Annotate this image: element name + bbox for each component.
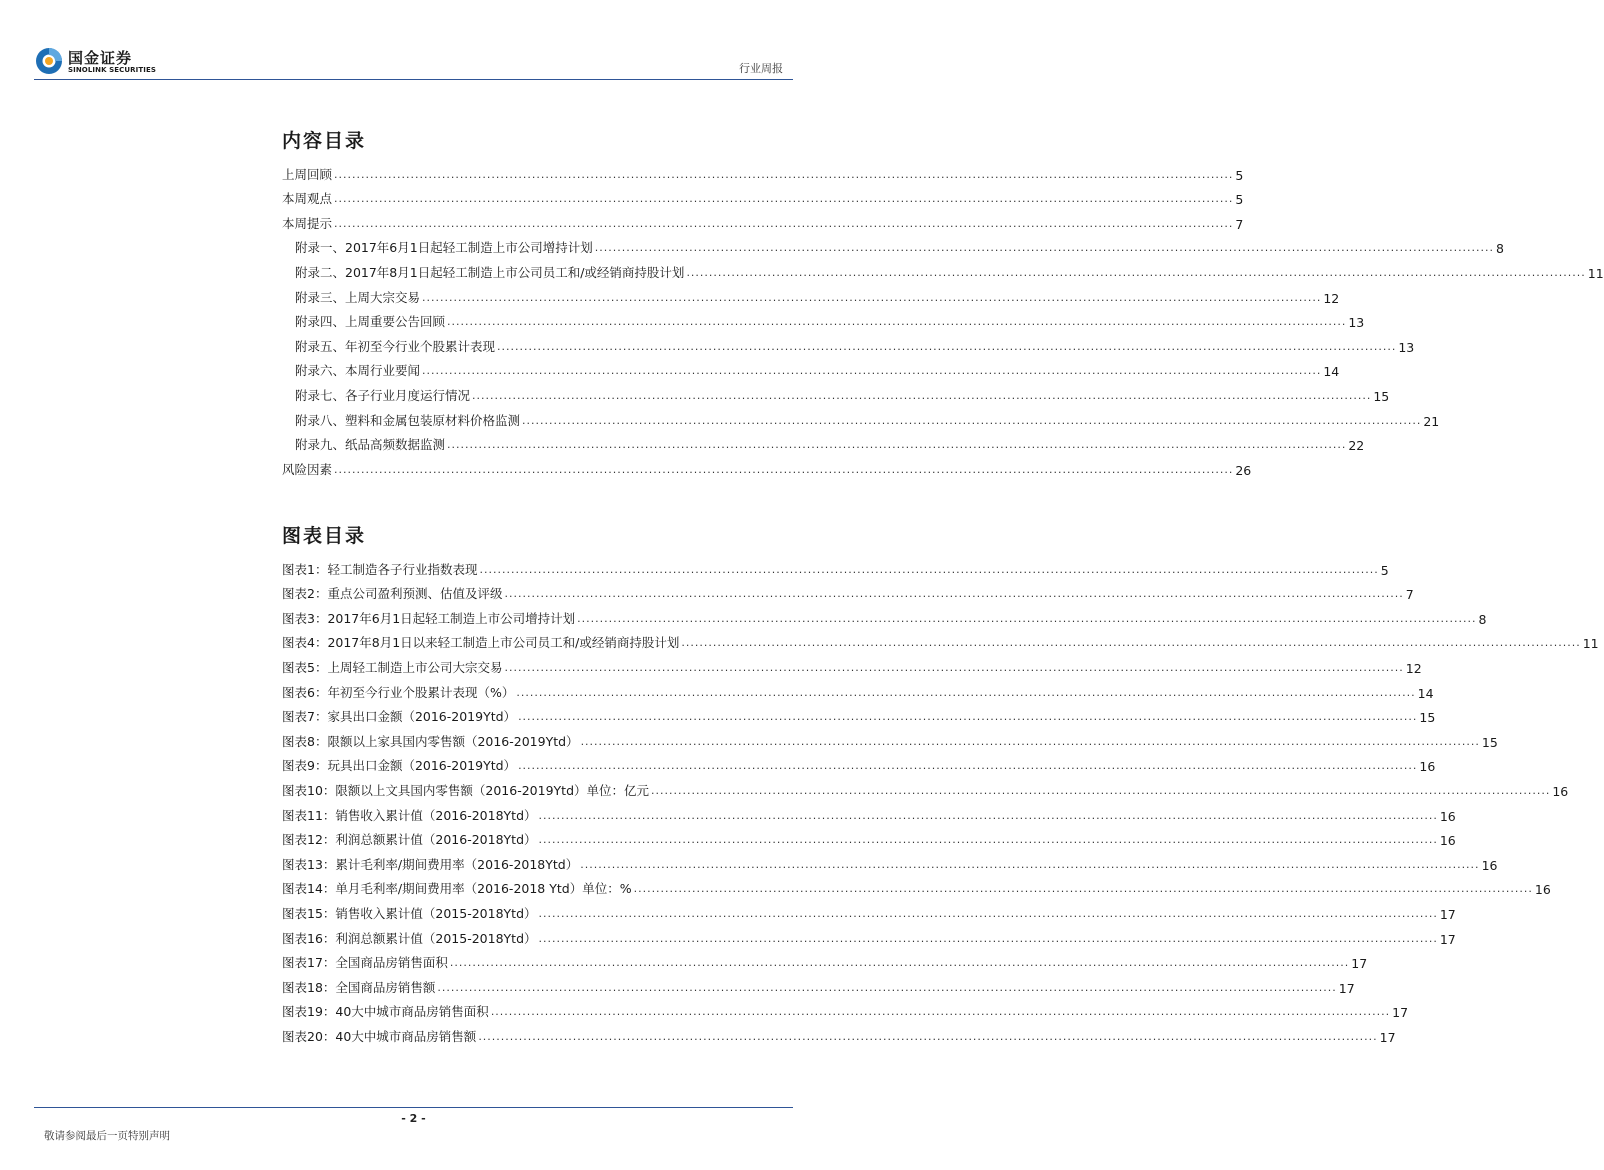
- entry-page-number: 17: [1439, 906, 1456, 922]
- dot-leader: ........................................................................................................................................................................................................: [686, 265, 1586, 279]
- entry-page-number: 16: [1534, 882, 1551, 898]
- dot-leader: ........................................................................................................................................................................................................: [449, 956, 1350, 970]
- entry-label: 图表14：单月毛利率/期间费用率（2016-2018 Ytd）单位：%: [282, 881, 632, 897]
- dot-leader: ........................................................................................................................................................................................................: [334, 462, 1234, 476]
- figure-entry[interactable]: [282, 676, 1434, 701]
- entry-page-number: 16: [1481, 857, 1498, 873]
- entry-page-number: 14: [1417, 685, 1434, 701]
- dot-leader: ........................................................................................................................................................................................................: [538, 931, 1438, 945]
- dot-leader: ........................................................................................................................................................................................................: [651, 783, 1551, 797]
- toc-entry[interactable]: [282, 232, 1504, 257]
- dot-leader: ........................................................................................................................................................................................................: [497, 339, 1397, 353]
- figure-entry[interactable]: [282, 774, 1569, 799]
- page-header: [0, 0, 827, 80]
- dot-leader: ........................................................................................................................................................................................................: [594, 241, 1495, 255]
- figure-entry[interactable]: [282, 750, 1436, 775]
- entry-page-number: 22: [1348, 438, 1365, 454]
- entry-label: 附录三、上周大宗交易: [295, 289, 421, 305]
- entry-label: 附录六、本周行业要闻: [295, 363, 421, 379]
- logo-chinese-name: 国金证券: [68, 49, 133, 67]
- entry-page-number: 14: [1323, 364, 1340, 380]
- figure-entry[interactable]: [282, 651, 1422, 676]
- entry-label: 图表13：累计毛利率/期间费用率（2016-2018Ytd）: [282, 856, 579, 872]
- report-type: 行业周报: [739, 62, 783, 75]
- entry-page-number: 15: [1373, 388, 1390, 404]
- entry-page-number: 8: [1478, 611, 1487, 627]
- dot-leader: ........................................................................................................................................................................................................: [681, 636, 1581, 650]
- dot-leader: ........................................................................................................................................................................................................: [580, 857, 1480, 871]
- entry-page-number: 12: [1405, 660, 1422, 676]
- entry-label: 图表4：2017年8月1日以来轻工制造上市公司员工和/或经销商持股计划: [282, 635, 680, 651]
- entry-page-number: 11: [1587, 265, 1604, 281]
- dot-leader: ........................................................................................................................................................................................................: [522, 413, 1422, 427]
- figures-title: 图表目录: [282, 525, 367, 547]
- dot-leader: ........................................................................................................................................................................................................: [504, 660, 1404, 674]
- figures-list: [282, 553, 1599, 1045]
- dot-leader: ........................................................................................................................................................................................................: [422, 364, 1322, 378]
- dot-leader: ........................................................................................................................................................................................................: [447, 438, 1347, 452]
- dot-leader: ........................................................................................................................................................................................................: [518, 710, 1418, 724]
- entry-label: 图表3：2017年6月1日起轻工制造上市公司增持计划: [282, 610, 576, 626]
- entry-page-number: 17: [1338, 980, 1355, 996]
- toc-entry[interactable]: [282, 355, 1340, 380]
- entry-label: 图表9：玩具出口金额（2016-2019Ytd）: [282, 758, 517, 774]
- dot-leader: ........................................................................................................................................................................................................: [538, 906, 1438, 920]
- figure-entry[interactable]: [282, 602, 1487, 627]
- entry-label: 附录二、2017年8月1日起轻工制造上市公司员工和/或经销商持股计划: [295, 264, 685, 280]
- dot-leader: ........................................................................................................................................................................................................: [447, 315, 1347, 329]
- disclaimer: 敬请参阅最后一页特别声明: [44, 1130, 170, 1142]
- figure-entry[interactable]: [282, 799, 1456, 824]
- toc-entry[interactable]: [282, 281, 1340, 306]
- figure-entry[interactable]: [282, 824, 1456, 849]
- entry-page-number: 15: [1419, 710, 1436, 726]
- dot-leader: ........................................................................................................................................................................................................: [334, 216, 1234, 230]
- entry-label: 图表10：限额以上文具国内零售额（2016-2019Ytd）单位：亿元: [282, 782, 650, 798]
- figure-entry[interactable]: [282, 553, 1389, 578]
- dot-leader: ........................................................................................................................................................................................................: [479, 562, 1379, 576]
- dot-leader: ........................................................................................................................................................................................................: [538, 808, 1438, 822]
- figure-entry[interactable]: [282, 971, 1355, 996]
- toc-entry[interactable]: [282, 256, 1604, 281]
- entry-page-number: 17: [1351, 956, 1368, 972]
- entry-label: 图表8：限额以上家具国内零售额（2016-2019Ytd）: [282, 733, 579, 749]
- toc-entry[interactable]: [282, 207, 1244, 232]
- toc-entry[interactable]: [282, 330, 1415, 355]
- entry-page-number: 16: [1552, 783, 1569, 799]
- entry-page-number: 17: [1392, 1005, 1409, 1021]
- figure-entry[interactable]: [282, 873, 1551, 898]
- header-divider: [34, 79, 793, 80]
- figure-entry[interactable]: [282, 578, 1414, 603]
- toc-entry[interactable]: [282, 429, 1365, 454]
- toc-entry[interactable]: [282, 379, 1390, 404]
- dot-leader: ........................................................................................................................................................................................................: [490, 1005, 1391, 1019]
- sinolink-logo-icon: [34, 46, 64, 76]
- entry-page-number: 13: [1348, 315, 1365, 331]
- figures-section: [282, 519, 1599, 1045]
- entry-page-number: 21: [1423, 413, 1440, 429]
- entry-page-number: 7: [1405, 587, 1414, 603]
- figure-entry[interactable]: [282, 1020, 1396, 1045]
- dot-leader: ........................................................................................................................................................................................................: [334, 167, 1234, 181]
- entry-label: 图表1：轻工制造各子行业指数表现: [282, 561, 478, 577]
- entry-label: 图表6：年初至今行业个股累计表现（%）: [282, 684, 515, 700]
- entry-page-number: 17: [1379, 1029, 1396, 1045]
- entry-page-number: 16: [1439, 833, 1456, 849]
- entry-page-number: 12: [1323, 290, 1340, 306]
- entry-page-number: 11: [1582, 636, 1599, 652]
- contents-list: [282, 158, 1604, 478]
- figure-entry[interactable]: [282, 996, 1409, 1021]
- toc-entry[interactable]: [282, 404, 1440, 429]
- entry-page-number: 5: [1235, 167, 1244, 183]
- entry-page-number: 15: [1481, 734, 1498, 750]
- dot-leader: ........................................................................................................................................................................................................: [437, 980, 1337, 994]
- entry-label: 图表19：40大中城市商品房销售面积: [282, 1004, 489, 1020]
- dot-leader: ........................................................................................................................................................................................................: [516, 685, 1416, 699]
- dot-leader: ........................................................................................................................................................................................................: [472, 388, 1372, 402]
- figure-entry[interactable]: [282, 947, 1368, 972]
- entry-label: 附录五、年初至今行业个股累计表现: [295, 338, 496, 354]
- contents-section: [282, 124, 1604, 478]
- entry-label: 风险因素: [282, 461, 333, 477]
- toc-entry[interactable]: [282, 158, 1244, 183]
- entry-label: 图表11：销售收入累计值（2016-2018Ytd）: [282, 807, 537, 823]
- entry-label: 图表2：重点公司盈利预测、估值及评级: [282, 586, 503, 602]
- dot-leader: ........................................................................................................................................................................................................: [518, 759, 1418, 773]
- entry-page-number: 17: [1439, 931, 1456, 947]
- toc-entry[interactable]: [282, 306, 1365, 331]
- entry-label: 附录九、纸品高频数据监测: [295, 437, 446, 453]
- entry-page-number: 5: [1380, 562, 1389, 578]
- dot-leader: ........................................................................................................................................................................................................: [504, 587, 1404, 601]
- entry-label: 本周观点: [282, 191, 333, 207]
- company-logo: [34, 46, 156, 78]
- figure-entry[interactable]: [282, 627, 1599, 652]
- figure-entry[interactable]: [282, 897, 1456, 922]
- entry-page-number: 8: [1496, 241, 1504, 257]
- page-number: - 2 -: [401, 1112, 426, 1125]
- footer-divider: [34, 1107, 793, 1108]
- entry-label: 图表15：销售收入累计值（2015-2018Ytd）: [282, 905, 537, 921]
- dot-leader: ........................................................................................................................................................................................................: [580, 734, 1480, 748]
- entry-label: 附录八、塑料和金属包装原材料价格监测: [295, 412, 521, 428]
- figure-entry[interactable]: [282, 725, 1498, 750]
- entry-label: 图表12：利润总额累计值（2016-2018Ytd）: [282, 832, 537, 848]
- entry-label: 图表17：全国商品房销售面积: [282, 955, 448, 971]
- entry-label: 图表18：全国商品房销售额: [282, 979, 436, 995]
- dot-leader: ........................................................................................................................................................................................................: [577, 611, 1477, 625]
- entry-page-number: 26: [1235, 462, 1252, 478]
- entry-label: 图表20：40大中城市商品房销售额: [282, 1028, 477, 1044]
- toc-entry[interactable]: [282, 183, 1244, 208]
- figure-entry[interactable]: [282, 922, 1456, 947]
- dot-leader: ........................................................................................................................................................................................................: [478, 1029, 1378, 1043]
- entry-label: 附录一、2017年6月1日起轻工制造上市公司增持计划: [295, 240, 593, 256]
- entry-label: 附录四、上周重要公告回顾: [295, 314, 446, 330]
- entry-page-number: 7: [1235, 216, 1244, 232]
- entry-label: 附录七、各子行业月度运行情况: [295, 387, 471, 403]
- dot-leader: ........................................................................................................................................................................................................: [538, 833, 1438, 847]
- entry-label: 图表16：利润总额累计值（2015-2018Ytd）: [282, 930, 537, 946]
- entry-label: 上周回顾: [282, 166, 333, 182]
- logo-english-name: SINOLINK SECURITIES: [68, 66, 156, 74]
- dot-leader: ........................................................................................................................................................................................................: [334, 192, 1234, 206]
- entry-page-number: 16: [1439, 808, 1456, 824]
- dot-leader: ........................................................................................................................................................................................................: [422, 290, 1322, 304]
- entry-label: 图表5：上周轻工制造上市公司大宗交易: [282, 659, 503, 675]
- figure-entry[interactable]: [282, 701, 1436, 726]
- entry-page-number: 5: [1235, 192, 1244, 208]
- figure-entry[interactable]: [282, 848, 1498, 873]
- entry-page-number: 16: [1419, 759, 1436, 775]
- toc-entry[interactable]: [282, 453, 1252, 478]
- dot-leader: ........................................................................................................................................................................................................: [633, 882, 1533, 896]
- entry-page-number: 13: [1398, 339, 1415, 355]
- entry-label: 本周提示: [282, 215, 333, 231]
- contents-title: 内容目录: [282, 130, 367, 152]
- entry-label: 图表7：家具出口金额（2016-2019Ytd）: [282, 709, 517, 725]
